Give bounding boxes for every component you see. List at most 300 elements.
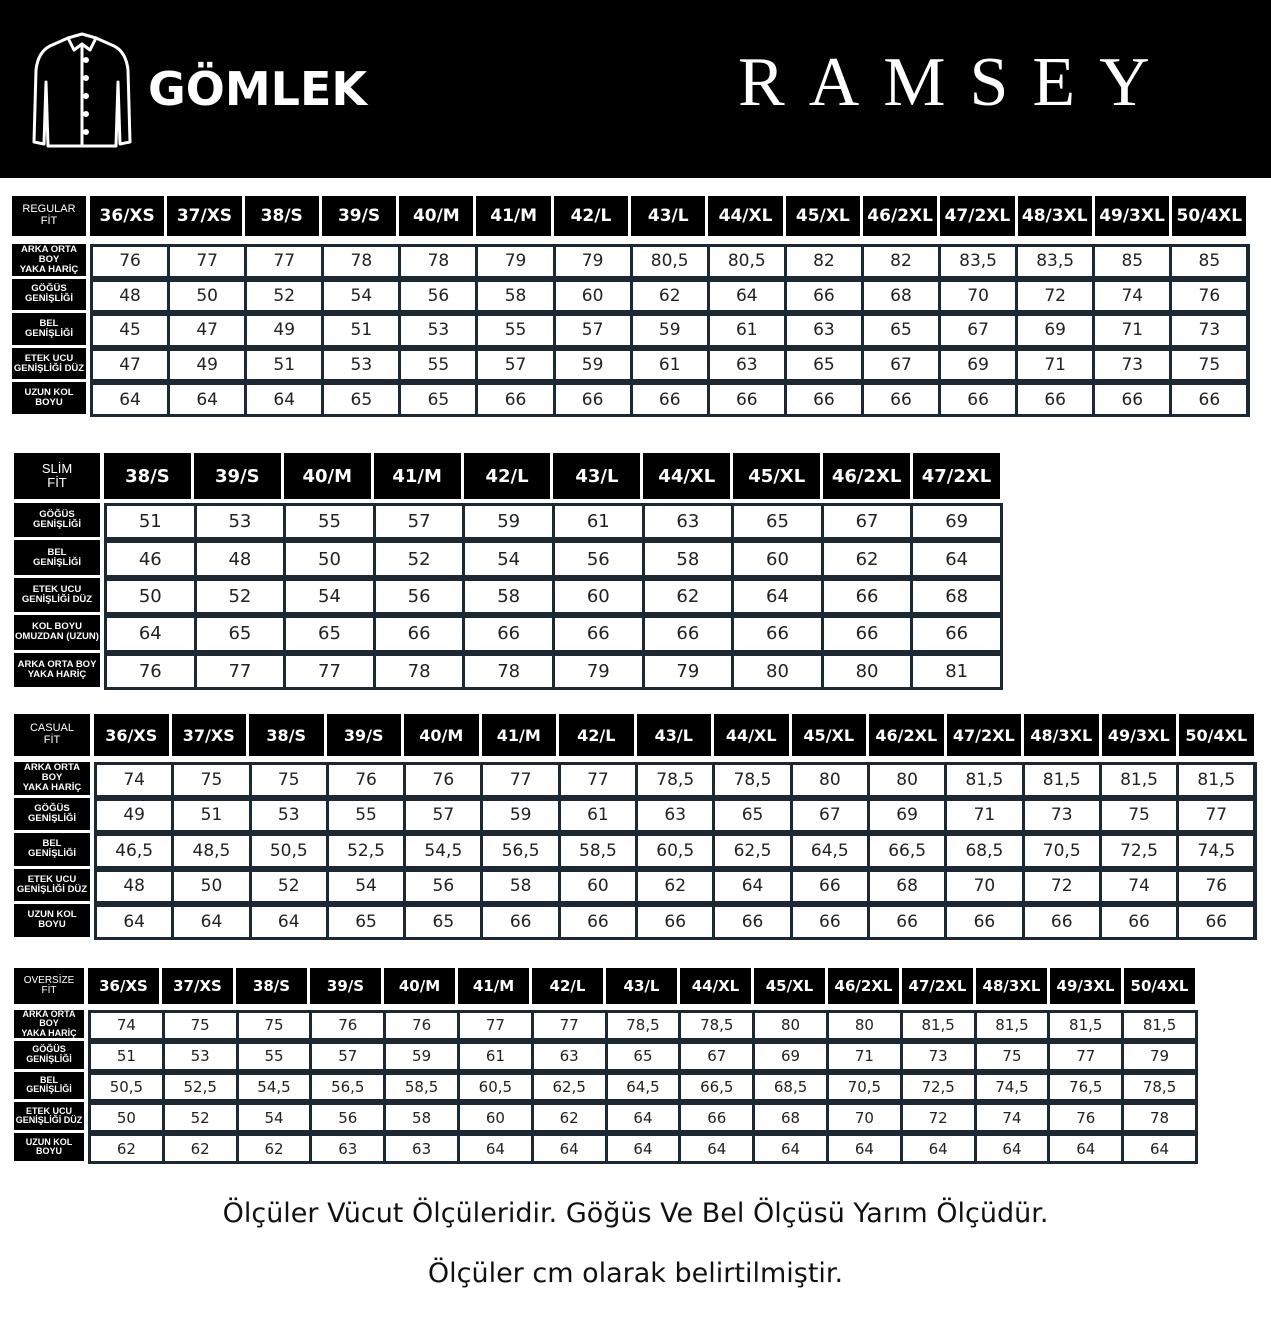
value-cell: 75 xyxy=(1172,351,1246,380)
value-cell: 74 xyxy=(1095,282,1169,311)
measurement-row xyxy=(14,653,1003,690)
value-cell: 80 xyxy=(824,656,911,687)
value-cell: 80,5 xyxy=(633,247,707,276)
value-cell: 66 xyxy=(787,282,861,311)
value-cell: 66 xyxy=(710,385,784,414)
value-cell: 75 xyxy=(165,1013,236,1038)
value-cell: 62,5 xyxy=(715,836,789,866)
size-header-row xyxy=(12,196,1249,236)
value-cell: 72 xyxy=(1025,872,1099,902)
value-cell: 60,5 xyxy=(638,836,712,866)
value-cell: 80 xyxy=(829,1013,900,1038)
value-cell: 45 xyxy=(93,316,167,345)
value-cell: 60 xyxy=(460,1105,531,1130)
value-cell: 66 xyxy=(638,907,712,937)
value-cell: 62 xyxy=(638,872,712,902)
value-cell: 70,5 xyxy=(829,1075,900,1100)
value-cell: 64 xyxy=(1050,1136,1121,1161)
value-cell: 64 xyxy=(755,1136,826,1161)
measurement-values xyxy=(104,615,1003,652)
value-cell: 52,5 xyxy=(165,1075,236,1100)
value-cell: 68 xyxy=(870,872,944,902)
measurement-label: BEL GENİŞLİĞİ xyxy=(14,540,100,574)
value-cell: 78,5 xyxy=(608,1013,679,1038)
size-header-cell: 37/XS xyxy=(162,968,236,1004)
value-cell: 76 xyxy=(1172,282,1246,311)
value-cell: 76 xyxy=(312,1013,383,1038)
size-header-cell: 44/XL xyxy=(680,968,754,1004)
measurement-row xyxy=(14,503,1003,540)
measurement-row xyxy=(14,1041,1198,1072)
value-cell: 73 xyxy=(1172,316,1246,345)
value-cell: 63 xyxy=(645,506,732,537)
measurement-label: GÖĞÜS GENİŞLİĞİ xyxy=(14,1041,84,1069)
value-cell: 66 xyxy=(824,581,911,612)
value-cell: 72 xyxy=(903,1105,974,1130)
value-cell: 77 xyxy=(1179,801,1253,831)
size-header-cell: 45/XL xyxy=(786,196,863,236)
value-cell: 79 xyxy=(556,247,630,276)
value-cell: 56 xyxy=(555,543,642,574)
value-cell: 64 xyxy=(247,385,321,414)
value-cell: 65 xyxy=(715,801,789,831)
value-cell: 70 xyxy=(941,282,1015,311)
shirt-icon xyxy=(30,30,134,150)
value-cell: 77 xyxy=(483,765,557,795)
value-cell: 63 xyxy=(787,316,861,345)
measurement-values xyxy=(104,503,1003,540)
size-header-cell: 37/XS xyxy=(167,196,244,236)
value-cell: 62 xyxy=(239,1136,310,1161)
size-header-cell: 42/L xyxy=(559,714,637,756)
value-cell: 61 xyxy=(561,801,635,831)
value-cell: 66 xyxy=(793,907,867,937)
value-cell: 60 xyxy=(556,282,630,311)
value-cell: 49 xyxy=(97,801,171,831)
value-cell: 50 xyxy=(107,581,194,612)
value-cell: 55 xyxy=(329,801,403,831)
size-header-cell: 36/XS xyxy=(88,968,162,1004)
value-cell: 81,5 xyxy=(1102,765,1176,795)
value-cell: 83,5 xyxy=(1018,247,1092,276)
value-cell: 76 xyxy=(406,765,480,795)
value-cell: 54 xyxy=(324,282,398,311)
value-cell: 81,5 xyxy=(977,1013,1048,1038)
value-cell: 63 xyxy=(312,1136,383,1161)
value-cell: 66 xyxy=(1018,385,1092,414)
value-cell: 69 xyxy=(941,351,1015,380)
value-cell: 50,5 xyxy=(252,836,326,866)
value-cell: 64,5 xyxy=(793,836,867,866)
value-cell: 55 xyxy=(401,351,475,380)
value-cell: 76 xyxy=(1179,872,1253,902)
measurement-values xyxy=(104,653,1003,690)
value-cell: 81,5 xyxy=(903,1013,974,1038)
value-cell: 61 xyxy=(633,351,707,380)
measurement-label: ARKA ORTA BOY YAKA HARİÇ xyxy=(14,1010,84,1038)
value-cell: 76,5 xyxy=(1050,1075,1121,1100)
size-header-cell: 44/XL xyxy=(714,714,792,756)
size-header-cell: 40/M xyxy=(399,196,476,236)
value-cell: 74,5 xyxy=(977,1075,1048,1100)
measurement-values xyxy=(90,313,1250,348)
measurement-values xyxy=(88,1102,1198,1133)
size-header-cell: 46/2XL xyxy=(869,714,947,756)
value-cell: 48,5 xyxy=(174,836,248,866)
value-cell: 53 xyxy=(197,506,284,537)
size-header-cell: 49/3XL xyxy=(1050,968,1124,1004)
value-cell: 77 xyxy=(170,247,244,276)
value-cell: 81,5 xyxy=(1025,765,1099,795)
measurement-row xyxy=(14,904,1257,940)
size-header-cell: 48/3XL xyxy=(1018,196,1095,236)
value-cell: 59 xyxy=(556,351,630,380)
value-cell: 50 xyxy=(286,543,373,574)
size-header-cell: 48/3XL xyxy=(1024,714,1102,756)
value-cell: 64 xyxy=(977,1136,1048,1161)
measurement-row xyxy=(12,244,1250,279)
value-cell: 46 xyxy=(107,543,194,574)
value-cell: 47 xyxy=(93,351,167,380)
value-cell: 58,5 xyxy=(561,836,635,866)
value-cell: 67 xyxy=(793,801,867,831)
value-cell: 64 xyxy=(681,1136,752,1161)
value-cell: 69 xyxy=(755,1044,826,1069)
value-cell: 65 xyxy=(324,385,398,414)
value-cell: 66 xyxy=(681,1105,752,1130)
value-cell: 73 xyxy=(1025,801,1099,831)
value-cell: 67 xyxy=(864,351,938,380)
value-cell: 71 xyxy=(1095,316,1169,345)
value-cell: 55 xyxy=(286,506,373,537)
measurement-row xyxy=(14,869,1257,905)
value-cell: 62,5 xyxy=(534,1075,605,1100)
value-cell: 51 xyxy=(107,506,194,537)
value-cell: 65 xyxy=(734,506,821,537)
value-cell: 74 xyxy=(977,1105,1048,1130)
value-cell: 68,5 xyxy=(947,836,1021,866)
value-cell: 64 xyxy=(715,872,789,902)
value-cell: 52 xyxy=(376,543,463,574)
value-cell: 56,5 xyxy=(312,1075,383,1100)
value-cell: 59 xyxy=(483,801,557,831)
size-header-cell: 40/M xyxy=(404,714,482,756)
value-cell: 75 xyxy=(239,1013,310,1038)
value-cell: 69 xyxy=(870,801,944,831)
measurement-label: ARKA ORTA BOY YAKA HARİÇ xyxy=(14,762,90,795)
value-cell: 51 xyxy=(174,801,248,831)
value-cell: 67 xyxy=(824,506,911,537)
value-cell: 58 xyxy=(478,282,552,311)
measurement-row xyxy=(12,382,1250,417)
value-cell: 62 xyxy=(645,581,732,612)
value-cell: 65 xyxy=(197,618,284,649)
measurement-values xyxy=(90,244,1250,279)
value-cell: 54,5 xyxy=(406,836,480,866)
value-cell: 59 xyxy=(386,1044,457,1069)
fit-label: OVERSİZE FİT xyxy=(14,968,84,1004)
measurement-values xyxy=(104,540,1003,577)
value-cell: 66 xyxy=(1172,385,1246,414)
value-cell: 64 xyxy=(97,907,171,937)
value-cell: 66 xyxy=(1095,385,1169,414)
page-title: GÖMLEK xyxy=(148,62,368,116)
measurement-values xyxy=(90,348,1250,383)
value-cell: 77 xyxy=(1050,1044,1121,1069)
value-cell: 65 xyxy=(401,385,475,414)
size-header-cell: 41/M xyxy=(476,196,553,236)
value-cell: 50 xyxy=(91,1105,162,1130)
size-header-cell: 46/2XL xyxy=(863,196,940,236)
value-cell: 57 xyxy=(556,316,630,345)
value-cell: 63 xyxy=(534,1044,605,1069)
value-cell: 82 xyxy=(787,247,861,276)
value-cell: 82 xyxy=(864,247,938,276)
size-header-cell: 36/XS xyxy=(90,196,167,236)
value-cell: 54 xyxy=(329,872,403,902)
size-header-cell: 43/L xyxy=(606,968,680,1004)
value-cell: 71 xyxy=(829,1044,900,1069)
value-cell: 81,5 xyxy=(947,765,1021,795)
measurement-label: ARKA ORTA BOY YAKA HARİÇ xyxy=(14,653,100,687)
value-cell: 66 xyxy=(824,618,911,649)
measurement-row xyxy=(12,279,1250,314)
size-header-cell: 38/S xyxy=(104,453,194,499)
measurement-row xyxy=(14,540,1003,577)
value-cell: 60 xyxy=(555,581,642,612)
value-cell: 80 xyxy=(870,765,944,795)
measurement-row xyxy=(14,833,1257,869)
measurement-values xyxy=(88,1010,1198,1041)
size-header-cell: 43/L xyxy=(553,453,643,499)
value-cell: 78,5 xyxy=(681,1013,752,1038)
size-header-cell: 44/XL xyxy=(708,196,785,236)
value-cell: 66 xyxy=(1102,907,1176,937)
value-cell: 76 xyxy=(386,1013,457,1038)
value-cell: 54,5 xyxy=(239,1075,310,1100)
value-cell: 66 xyxy=(633,385,707,414)
value-cell: 80 xyxy=(734,656,821,687)
value-cell: 52 xyxy=(247,282,321,311)
value-cell: 79 xyxy=(478,247,552,276)
value-cell: 68 xyxy=(864,282,938,311)
value-cell: 66 xyxy=(1179,907,1253,937)
measurement-row xyxy=(14,1133,1198,1164)
value-cell: 74,5 xyxy=(1179,836,1253,866)
value-cell: 66 xyxy=(913,618,1000,649)
value-cell: 47 xyxy=(170,316,244,345)
footer-note: Ölçüler Vücut Ölçüleridir. Göğüs Ve Bel Ölçüsü Yarım Ölçüdür. xyxy=(222,1198,1049,1229)
value-cell: 58 xyxy=(465,581,552,612)
value-cell: 81,5 xyxy=(1050,1013,1121,1038)
value-cell: 64 xyxy=(93,385,167,414)
value-cell: 65 xyxy=(608,1044,679,1069)
size-header-cell: 47/2XL xyxy=(940,196,1017,236)
measurement-label: BEL GENİŞLİĞİ xyxy=(12,313,86,345)
value-cell: 77 xyxy=(286,656,373,687)
value-cell: 68 xyxy=(755,1105,826,1130)
size-header-cell: 49/3XL xyxy=(1095,196,1172,236)
size-header-cell: 45/XL xyxy=(792,714,870,756)
value-cell: 75 xyxy=(174,765,248,795)
value-cell: 75 xyxy=(252,765,326,795)
value-cell: 75 xyxy=(1102,801,1176,831)
value-cell: 58,5 xyxy=(386,1075,457,1100)
measurement-label: UZUN KOL BOYU xyxy=(14,1133,84,1161)
measurement-values xyxy=(88,1041,1198,1072)
value-cell: 77 xyxy=(197,656,284,687)
value-cell: 53 xyxy=(252,801,326,831)
value-cell: 53 xyxy=(165,1044,236,1069)
measurement-label: GÖĞÜS GENİŞLİĞİ xyxy=(14,503,100,537)
value-cell: 81,5 xyxy=(1179,765,1253,795)
value-cell: 64 xyxy=(734,581,821,612)
value-cell: 78 xyxy=(324,247,398,276)
value-cell: 65 xyxy=(286,618,373,649)
value-cell: 67 xyxy=(941,316,1015,345)
measurement-label: BEL GENİŞLİĞİ xyxy=(14,833,90,866)
size-header-cell: 37/XS xyxy=(172,714,250,756)
measurement-row xyxy=(14,578,1003,615)
measurement-label: UZUN KOL BOYU xyxy=(12,382,86,414)
measurement-values xyxy=(90,382,1250,417)
measurement-label: UZUN KOL BOYU xyxy=(14,904,90,937)
value-cell: 77 xyxy=(561,765,635,795)
value-cell: 72,5 xyxy=(903,1075,974,1100)
value-cell: 66 xyxy=(478,385,552,414)
measurement-label: ETEK UCU GENİŞLİĞİ DÜZ xyxy=(14,1102,84,1130)
value-cell: 64 xyxy=(170,385,244,414)
value-cell: 48 xyxy=(197,543,284,574)
size-header-row xyxy=(14,968,1198,1004)
measurement-row xyxy=(14,798,1257,834)
value-cell: 57 xyxy=(312,1044,383,1069)
value-cell: 64 xyxy=(829,1136,900,1161)
size-header-cell: 41/M xyxy=(482,714,560,756)
value-cell: 66 xyxy=(556,385,630,414)
value-cell: 64,5 xyxy=(608,1075,679,1100)
fit-label: SLİM FİT xyxy=(14,453,100,499)
value-cell: 66 xyxy=(561,907,635,937)
value-cell: 50 xyxy=(170,282,244,311)
value-cell: 78 xyxy=(376,656,463,687)
size-header-cell: 50/4XL xyxy=(1179,714,1257,756)
value-cell: 66 xyxy=(941,385,1015,414)
value-cell: 66 xyxy=(555,618,642,649)
value-cell: 74 xyxy=(97,765,171,795)
value-cell: 65 xyxy=(406,907,480,937)
value-cell: 66 xyxy=(483,907,557,937)
value-cell: 70 xyxy=(947,872,1021,902)
value-cell: 68,5 xyxy=(755,1075,826,1100)
value-cell: 53 xyxy=(324,351,398,380)
measurement-label: GÖĞÜS GENİŞLİĞİ xyxy=(14,798,90,831)
size-header-cell: 39/S xyxy=(327,714,405,756)
size-header-cell: 47/2XL xyxy=(913,453,1003,499)
value-cell: 64 xyxy=(534,1136,605,1161)
value-cell: 64 xyxy=(460,1136,531,1161)
value-cell: 78,5 xyxy=(1124,1075,1195,1100)
value-cell: 54 xyxy=(239,1105,310,1130)
value-cell: 71 xyxy=(947,801,1021,831)
value-cell: 58 xyxy=(483,872,557,902)
value-cell: 64 xyxy=(710,282,784,311)
value-cell: 66,5 xyxy=(681,1075,752,1100)
value-cell: 51 xyxy=(247,351,321,380)
size-header-cell: 38/S xyxy=(245,196,322,236)
value-cell: 70 xyxy=(829,1105,900,1130)
value-cell: 55 xyxy=(478,316,552,345)
value-cell: 66 xyxy=(793,872,867,902)
value-cell: 75 xyxy=(977,1044,1048,1069)
value-cell: 62 xyxy=(824,543,911,574)
measurement-row xyxy=(12,313,1250,348)
value-cell: 85 xyxy=(1172,247,1246,276)
value-cell: 71 xyxy=(1018,351,1092,380)
value-cell: 80 xyxy=(793,765,867,795)
value-cell: 79 xyxy=(645,656,732,687)
size-header-cell: 40/M xyxy=(284,453,374,499)
size-header-cell: 42/L xyxy=(532,968,606,1004)
value-cell: 56 xyxy=(312,1105,383,1130)
value-cell: 62 xyxy=(534,1105,605,1130)
value-cell: 78 xyxy=(401,247,475,276)
measurement-row xyxy=(12,348,1250,383)
value-cell: 62 xyxy=(165,1136,236,1161)
value-cell: 61 xyxy=(710,316,784,345)
value-cell: 74 xyxy=(1102,872,1176,902)
size-header-cell: 47/2XL xyxy=(902,968,976,1004)
value-cell: 66 xyxy=(864,385,938,414)
value-cell: 74 xyxy=(91,1013,162,1038)
measurement-row xyxy=(14,762,1257,798)
value-cell: 55 xyxy=(239,1044,310,1069)
size-header-cell: 42/L xyxy=(554,196,631,236)
measurement-values xyxy=(94,904,1257,940)
size-header-cell: 39/S xyxy=(194,453,284,499)
value-cell: 64 xyxy=(252,907,326,937)
measurement-label: BEL GENİŞLİĞİ xyxy=(14,1072,84,1100)
value-cell: 69 xyxy=(913,506,1000,537)
value-cell: 76 xyxy=(1050,1105,1121,1130)
value-cell: 64 xyxy=(107,618,194,649)
value-cell: 78 xyxy=(465,656,552,687)
size-header-cell: 48/3XL xyxy=(976,968,1050,1004)
value-cell: 57 xyxy=(406,801,480,831)
size-header-cell: 49/3XL xyxy=(1102,714,1180,756)
value-cell: 56 xyxy=(376,581,463,612)
value-cell: 83,5 xyxy=(941,247,1015,276)
size-header-cell: 43/L xyxy=(637,714,715,756)
value-cell: 50 xyxy=(174,872,248,902)
value-cell: 78,5 xyxy=(715,765,789,795)
size-header-row xyxy=(14,453,1003,499)
measurement-label: GÖĞÜS GENİŞLİĞİ xyxy=(12,279,86,311)
value-cell: 80,5 xyxy=(710,247,784,276)
measurement-values xyxy=(94,869,1257,905)
size-header-cell: 40/M xyxy=(384,968,458,1004)
size-header-cell: 38/S xyxy=(249,714,327,756)
value-cell: 79 xyxy=(555,656,642,687)
value-cell: 64 xyxy=(174,907,248,937)
size-header-cell: 44/XL xyxy=(643,453,733,499)
value-cell: 66 xyxy=(1025,907,1099,937)
measurement-row xyxy=(14,1072,1198,1103)
value-cell: 63 xyxy=(386,1136,457,1161)
measurement-row xyxy=(14,615,1003,652)
value-cell: 77 xyxy=(460,1013,531,1038)
value-cell: 65 xyxy=(864,316,938,345)
